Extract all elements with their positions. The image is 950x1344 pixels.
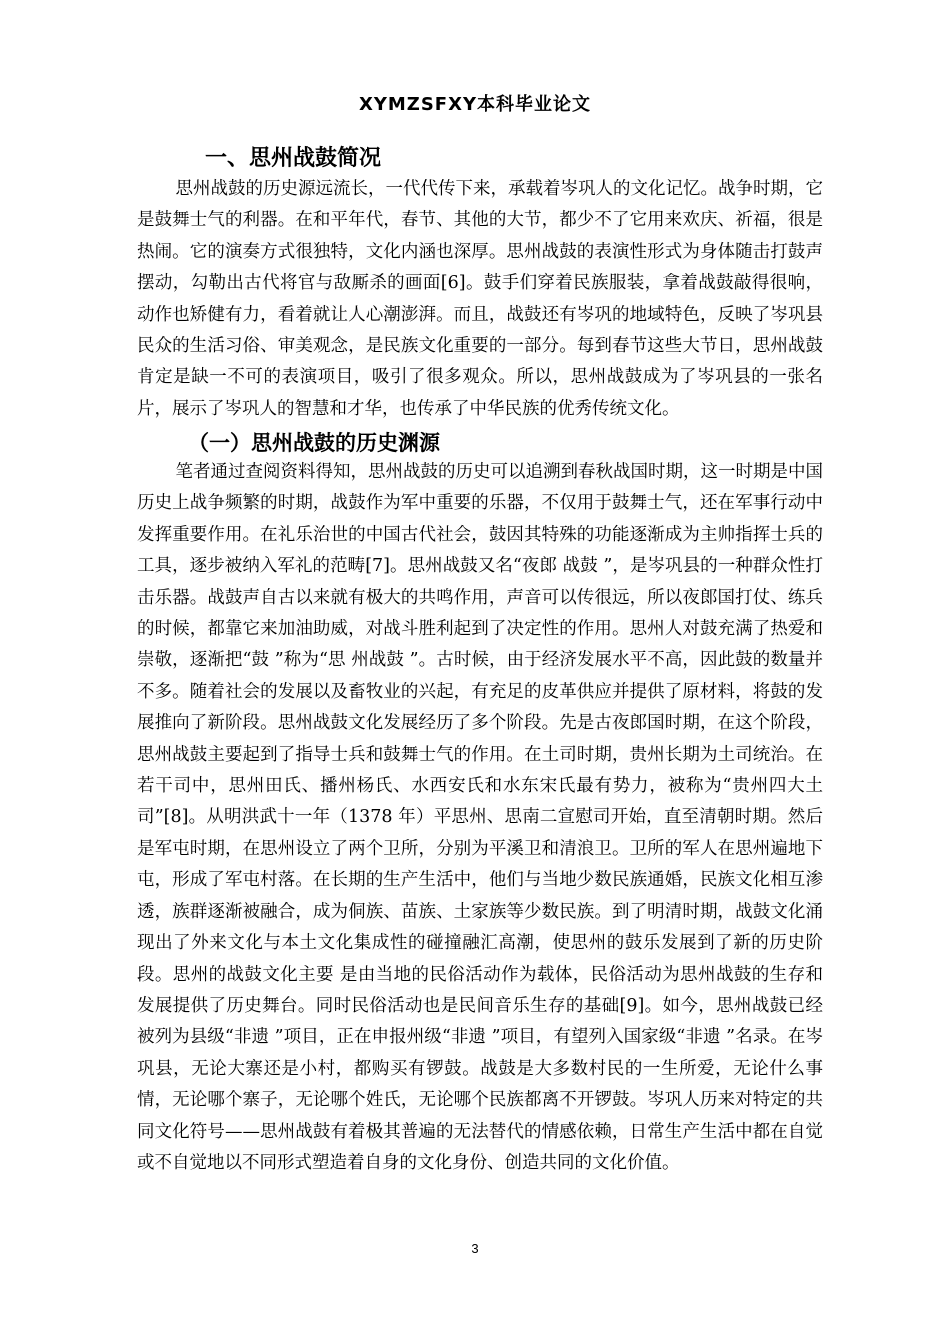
- subsection-heading: （一）思州战鼓的历史渊源: [188, 431, 440, 455]
- page-number: 3: [471, 1241, 479, 1256]
- section-paragraph: 思州战鼓的历史源远流长，一代代传下来，承载着岑巩人的文化记忆。战争时期，它是鼓舞士气的利器。在和平年代，春节、其他的大节，都少不了它用来欢庆、祈福，很是热闹。它的演奏方式很独特，文化内涵也深厚。思州战鼓的表演性形式为身体随击打鼓声摆动，勾勒出古代将官与敌厮杀的画面[6]。鼓手们穿着民族服装，拿着战鼓敲得很响，动作也矫健有力，看着就让人心潮澎湃。而且，战鼓还有岑巩的地域特色，反映了岑巩县民众的生活习俗、审美观念，是民族文化重要的一部分。每到春节这些大节日，思州战鼓肯定是缺一不可的表演项目，吸引了很多观众。所以，思州战鼓成为了岑巩县的一张名片，展示了岑巩人的智慧和才华，也传承了中华民族的优秀传统文化。: [137, 179, 823, 419]
- subsection-paragraph: 笔者通过查阅资料得知，思州战鼓的历史可以追溯到春秋战国时期，这一时期是中国历史上战争频繁的时期，战鼓作为军中重要的乐器，不仅用于鼓舞士气，还在军事行动中发挥重要作用。在礼乐治世的中国古代社会，鼓因其特殊的功能逐渐成为主帅指挥士兵的工具，逐步被纳入军礼的范畴[7]。思州战鼓又名“夜郎 战鼓 ”，是岑巩县的一种群众性打击乐器。战鼓声自古以来就有极大的共鸣作用，声音可以传很远，所以夜郎国打仗、练兵的时候，都靠它来加油助威，对战斗胜利起到了决定性的作用。思州人对鼓充满了热爱和崇敬，逐渐把“鼓 ”称为“思 州战鼓 ”。古时候，由于经济发展水平不高，因此鼓的数量并不多。随着社会的发展以及畜牧业的兴起，有充足的皮革供应并提供了原材料，将鼓的发展推向了新阶段。思州战鼓文化发展经历了多个阶段。先是古夜郎国时期，在这个阶段，思州战鼓主要起到了指导士兵和鼓舞士气的作用。在土司时期，贵州长期为土司统治。在若干司中，思州田氏、播州杨氏、水西安氏和水东宋氏最有势力，被称为“贵州四大土司”[8]。从明洪武十一年（1378 年）平思州、思南二宣慰司开始，直至清朝时期。然后是军屯时期，在思州设立了两个卫所，分别为平溪卫和清浪卫。卫所的军人在思州遍地下屯，形成了军屯村落。在长期的生产生活中，他们与当地少数民族通婚，民族文化相互渗透，族群逐渐被融合，成为侗族、苗族、土家族等少数民族。到了明清时期，战鼓文化涌现出了外来文化与本土文化集成性的碰撞融汇高潮，使思州的鼓乐发展到了新的历史阶段。思州的战鼓文化主要 是由当地的民俗活动作为载体，民俗活动为思州战鼓的生存和发展提供了历史舞台。同时民俗活动也是民间音乐生存的基础[9]。如今，思州战鼓已经被列为县级“非遗 ”项目，正在申报州级“非遗 ”项目，有望列入国家级“非遗 ”名录。在岑巩县，无论大寨还是小村，都购买有锣鼓。战鼓是大多数村民的一生所爱，无论什么事情，无论哪个寨子，无论哪个姓氏，无论哪个民族都离不开锣鼓。岑巩人历来对特定的共同文化符号——思州战鼓有着极其普遍的无法替代的情感依赖，日常生产生活中都在自觉或不自觉地以不同形式塑造着自身的文化身份、创造共同的文化价值。: [137, 462, 823, 1173]
- section-heading: 一、思州战鼓简况: [205, 146, 382, 171]
- thesis-header: XYMZSFXY本科毕业论文: [358, 94, 592, 115]
